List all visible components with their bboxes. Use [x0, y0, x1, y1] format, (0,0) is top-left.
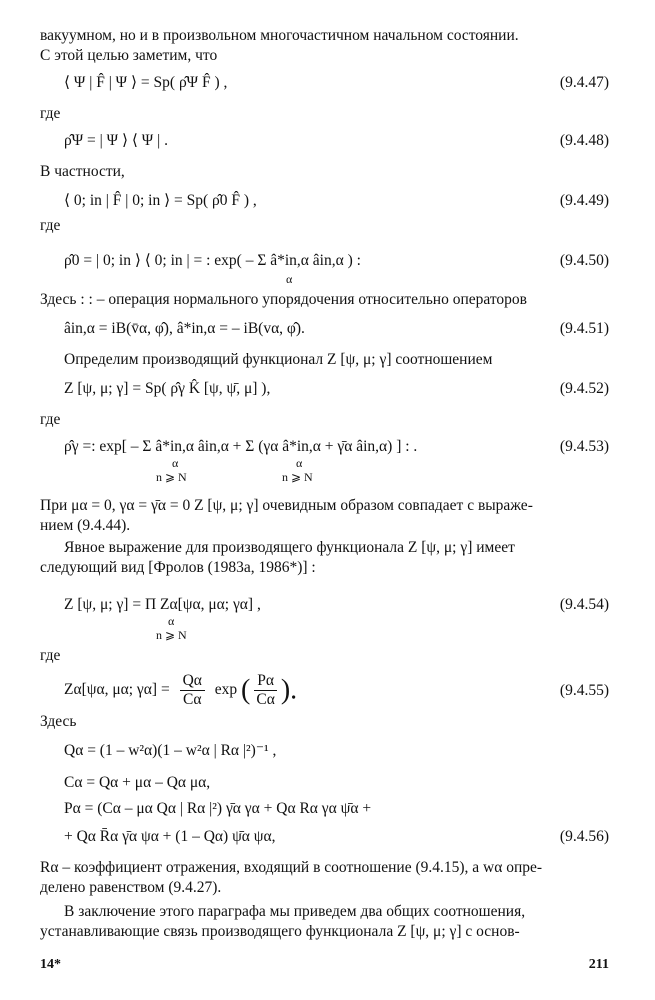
- sum-index: α: [296, 456, 303, 470]
- equation-9-4-51: âin,α = iB(v̄α, φ̂), â*in,α = – iB(vα, φ̂).: [64, 320, 305, 337]
- equation-number: (9.4.51): [559, 320, 609, 337]
- sum-limit: n ⩾ N: [156, 470, 187, 484]
- equation-number: (9.4.53): [559, 438, 609, 455]
- equation-9-4-48: ρ̂Ψ = | Ψ ⟩ ⟨ Ψ | .: [64, 132, 168, 149]
- equation-number: (9.4.55): [559, 682, 609, 699]
- equation-9-4-54: Z [ψ, μ; γ] = Π Zα[ψα, μα; γα] ,: [64, 596, 261, 613]
- equation-number: (9.4.48): [559, 132, 609, 149]
- equation-9-4-50: ρ̂0 = | 0; in ⟩ ⟨ 0; in | = : exp( – Σ â*in,α âin,α ) :: [64, 252, 361, 269]
- sum-index: α: [172, 456, 179, 470]
- text-line: В частности,: [40, 163, 125, 180]
- text-line: Явное выражение для производящего функционала Z [ψ, μ; γ] имеет: [64, 539, 515, 556]
- sum-limit: n ⩾ N: [282, 470, 313, 484]
- text-line: делено равенством (9.4.27).: [40, 879, 222, 896]
- text-line: устанавливающие связь производящего функционала Z [ψ, μ; γ] с основ-: [40, 923, 520, 940]
- equation-9-4-53: ρ̂γ =: exp[ – Σ â*in,α âin,α + Σ (γα â*in,α + γ̄α âin,α) ] : .: [64, 438, 418, 455]
- equation-number: (9.4.52): [559, 380, 609, 397]
- equation-9-4-56-line4: + Qα R̄α γ̄α ψα + (1 – Qα) ψ̄α ψα,: [64, 828, 276, 845]
- signature-mark: 14*: [40, 957, 61, 972]
- text-line: В заключение этого параграфа мы приведем два общих соотношения,: [64, 903, 526, 920]
- eq-lhs: Zα[ψα, μα; γα] =: [64, 681, 170, 699]
- equation-9-4-47: ⟨ Ψ | F̂ | Ψ ⟩ = Sp( ρ̂Ψ F̂ ) ,: [64, 74, 228, 91]
- text-line: где: [40, 217, 61, 234]
- text-line: нием (9.4.44).: [40, 517, 131, 534]
- text-line: Здесь : : – операция нормального упорядочения относительно операторов: [40, 291, 527, 308]
- text-line: где: [40, 105, 61, 122]
- equation-number: (9.4.56): [559, 828, 609, 845]
- equation-9-4-56-line2: Cα = Qα + μα – Qα μα,: [64, 774, 211, 791]
- paren-left: (: [241, 674, 251, 706]
- equation-number: (9.4.47): [559, 74, 609, 91]
- equation-number: (9.4.50): [559, 252, 609, 269]
- text-line: Определим производящий функционал Z [ψ, μ; γ] соотношением: [64, 351, 493, 368]
- text-line: следующий вид [Фролов (1983а, 1986*)] :: [40, 559, 316, 576]
- text-line: где: [40, 411, 61, 428]
- sum-index: α: [286, 272, 293, 286]
- equation-9-4-52: Z [ψ, μ; γ] = Sp( ρ̂γ K̂ [ψ, ψ̄, μ] ),: [64, 380, 271, 397]
- equation-number: (9.4.49): [559, 192, 609, 209]
- text-line: Rα – коэффициент отражения, входящий в соотношение (9.4.15), а wα опре-: [40, 859, 543, 876]
- equation-9-4-56-line1: Qα = (1 – w²α)(1 – w²α | Rα |²)⁻¹ ,: [64, 742, 277, 759]
- product-index: α: [168, 614, 175, 628]
- text-line: вакуумном, но и в произвольном многочастичном начальном состоянии.: [40, 27, 519, 44]
- equation-number: (9.4.54): [559, 596, 609, 613]
- product-limit: n ⩾ N: [156, 628, 187, 642]
- exp-function: exp: [214, 681, 238, 699]
- fraction-numerator: Qα: [180, 672, 205, 691]
- text-line: При μα = 0, γα = γ̄α = 0 Z [ψ, μ; γ] очевидным образом совпадает с выраже-: [40, 497, 533, 514]
- fraction-numerator: Pα: [254, 672, 277, 691]
- text-line: Здесь: [40, 713, 77, 730]
- equation-9-4-56-line3: Pα = (Cα – μα Qα | Rα |²) γ̄α γα + Qα Rα γα ψ̄α +: [64, 800, 372, 817]
- paren-right: ).: [280, 674, 298, 706]
- equation-9-4-49: ⟨ 0; in | F̂ | 0; in ⟩ = Sp( ρ̂0 F̂ ) ,: [64, 192, 257, 209]
- equation-9-4-55: [64, 672, 297, 709]
- fraction-denominator: Cα: [182, 691, 202, 708]
- text-line: С этой целью заметим, что: [40, 47, 218, 64]
- fraction-denominator: Cα: [256, 691, 275, 708]
- fraction: [180, 672, 205, 709]
- page-number: 211: [588, 957, 609, 972]
- fraction: [254, 672, 277, 709]
- text-line: где: [40, 647, 61, 664]
